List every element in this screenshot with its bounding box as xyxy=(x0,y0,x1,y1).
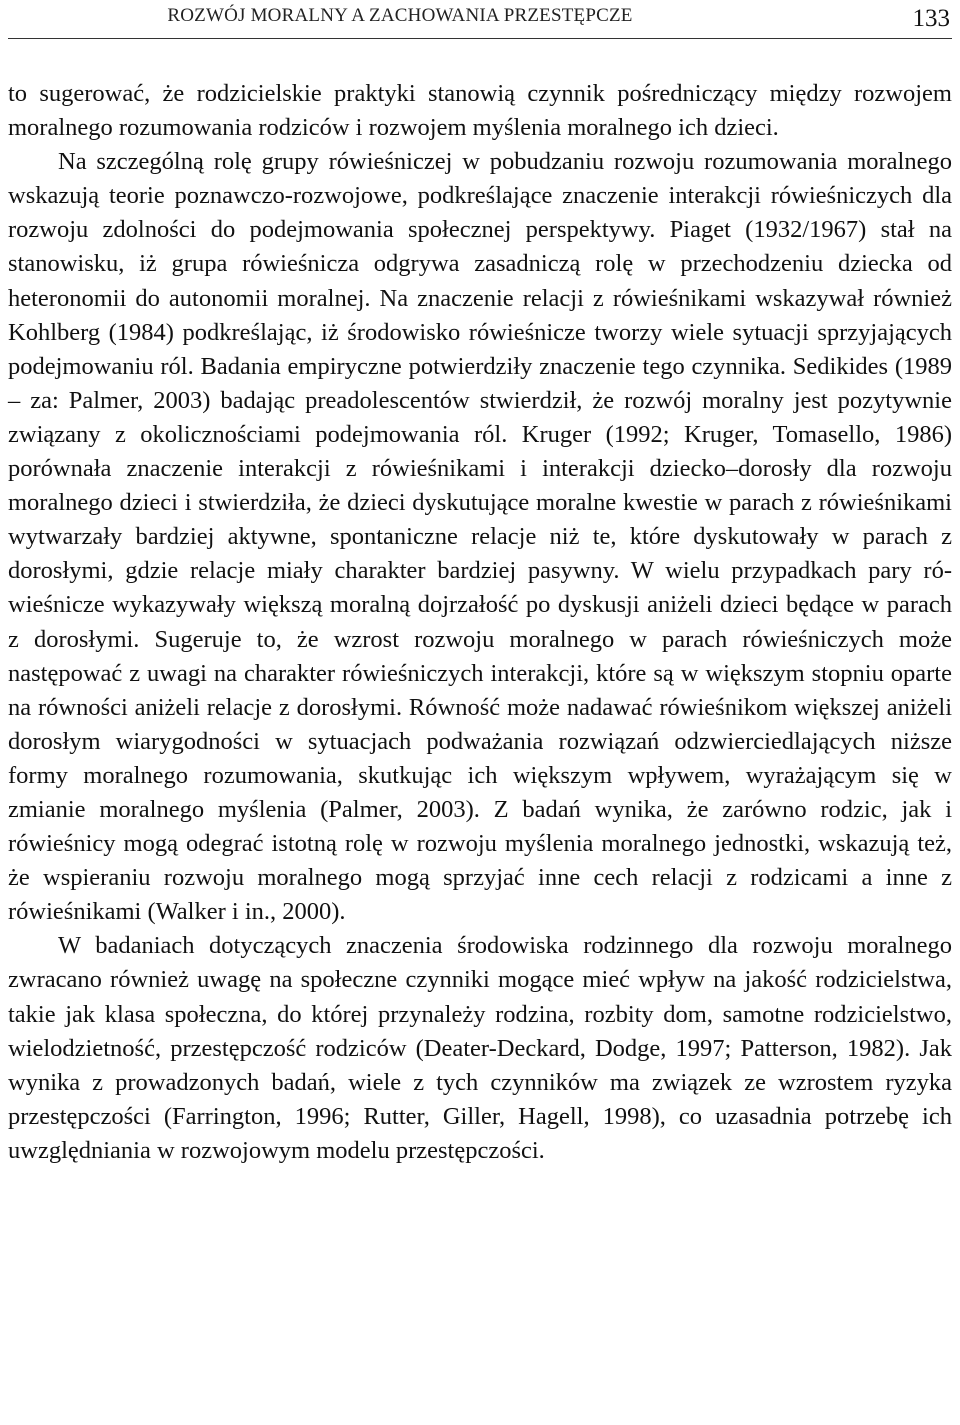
paragraph-peer-group: Na szczególną rolę grupy rówieśniczej w pobudzaniu rozwoju rozumowania moralnego wskazują teorie poznawczo-rozwojowe, podkreślające znaczenie interakcji rówieśniczych dla rozwoju zdolności do podejmowania społecznej perspektywy. Piaget (1932/1967) stał na stanowisku, iż grupa rówieśnicza odgrywa zasadniczą rolę w przechodzeniu dziecka od heteronomii do autonomii moralnej. Na znaczenie relacji z rówieśnikami wskazywał również Kohlberg (1984) podkreślając, iż środowisko rówieśnicze tworzy wiele sytuacji sprzyjających podejmowaniu ról. Badania empiryczne potwierdziły znaczenie tego czynnika. Sedikides (1989 – za: Palmer, 2003) badając preadolescentów stwierdził, że rozwój moralny jest pozytywnie związany z okolicznościami podejmowania ról. Kruger (1992; Kruger, Tomasello, 1986) porównała znaczenie interakcji z rówieśnikami i interakcji dziecko–dorosły dla rozwoju moralnego dzieci i stwierdziła, że dzieci dyskutujące moralne kwestie w parach z rówieśnikami wytwarzały bardziej aktywne, spontaniczne relacje niż te, które dyskutowały w parach z dorosłymi, gdzie relacje miały charakter bardziej pasywny. W wielu przypadkach pary rówieśnicze wykazywały większą moralną dojrzałość po dyskusji aniżeli dzieci będące w parach z dorosłymi. Sugeruje to, że wzrost rozwoju moralnego w parach rówieśniczych może następować z uwagi na charakter rówieśniczych interakcji, które są w większym stopniu oparte na równości aniżeli relacje z dorosłymi. Równość może nadawać rówieśnikom większej aniżeli dorosłym wiarygodności w sytuacjach podważania rozwiązań odzwierciedlających niższe formy moralnego rozumowania, skutkując ich większym wpływem, wyrażającym się w zmianie moralnego myślenia (Palmer, 2003). Z badań wynika, że zarówno rodzic, jak i rówieśnicy mogą odegrać istotną rolę w rozwoju myślenia moralnego jednostki, wskazują też, że wspieraniu rozwoju moralnego mogą sprzyjać inne cech relacji z rodzicami a inne z rówieśnikami (Walker i in., 2000). xyxy=(8,148,952,926)
running-header-title: ROZWÓJ MORALNY A ZACHOWANIA PRZESTĘPCZE xyxy=(167,5,633,26)
paragraph-continuation: to sugerować, że rodzicielskie praktyki stanowią czynnik pośredniczący między rozwojem moralnego rozumowania rodziców i rozwojem myślenia moralnego ich dzieci. xyxy=(8,80,952,142)
running-header xyxy=(8,0,952,39)
page-number: 133 xyxy=(912,5,950,32)
body-text xyxy=(8,77,952,1168)
paragraph-family-environment: W badaniach dotyczących znaczenia środowiska rodzinnego dla rozwoju moralnego zwracano również uwagę na społeczne czynniki mogące mieć wpływ na jakość rodzicielstwa, takie jak klasa społeczna, do której przynależy rodzina, rozbity dom, samotne rodzicielstwo, wielodzietność, przestępczość rodziców (Deater-Deckard, Dodge, 1997; Patterson, 1982). Jak wynika z prowadzonych badań, wiele z tych czynników ma związek ze wzrostem ryzyka przestępczości (Farrington, 1996; Rutter, Giller, Hagell, 1998), co uzasadnia potrzebę ich uwzględniania w rozwojowym modelu przestępczości. xyxy=(8,932,952,1164)
